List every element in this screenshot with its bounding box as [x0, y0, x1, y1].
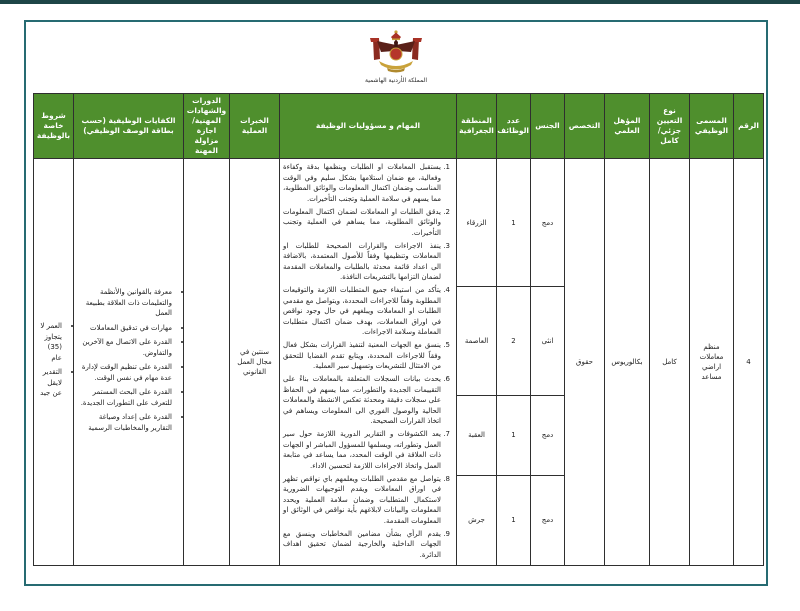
- header-specialization: التخصص: [565, 93, 605, 159]
- coat-of-arms-logo: [26, 29, 766, 75]
- cell-region: الزرقاء: [457, 159, 497, 287]
- top-border-bar: [0, 0, 800, 4]
- cell-appointment-type: كامل: [650, 159, 690, 566]
- cell-qualification: بكالوريوس: [605, 159, 650, 566]
- cell-region: العقبة: [457, 395, 497, 475]
- task-item: 9. يقدم الرأي بشأن مضامين المخاطبات وينسق مع الجهات الداخلية والخارجية لضمان تحقيق اهداف الدائرة.: [283, 529, 441, 561]
- task-item: 6. يحدث بيانات السجلات المتعلقة بالمعاملات بناءً على التقييمات الجديدة والتطورات، مما يسهم في الحفاظ على سجلات دقيقة ومحدثة تعكس الانشطة والمعاملات الحالية والوصول الفوري الى المعلومات ويساهم في اتخاذ القرارات الصحيحة.: [283, 374, 441, 427]
- job-vacancy-table: [33, 93, 764, 566]
- table-header-row: [34, 93, 764, 159]
- cell-specialization: حقوق: [565, 159, 605, 566]
- cell-special-conditions: [34, 159, 74, 566]
- table-row: [34, 159, 764, 287]
- cell-competencies: [74, 159, 184, 566]
- cell-number: 4: [734, 159, 764, 566]
- competency-item: • القدرة على إعداد وصياغة التقارير والمخاطبات الرسمية: [77, 412, 172, 433]
- task-item: 5. ينسق مع الجهات المعنية لتنفيذ القرارات بشكل فعال وفقاً للاجراءات المحددة، ويتابع تقدم القضايا للتحقق من الامتثال للتشريعات وتسهيل سير العملية.: [283, 340, 441, 372]
- header-job-title: المسمى الوظيفي: [690, 93, 734, 159]
- cell-experience: سنتين في مجال العمل القانوني: [230, 159, 280, 566]
- competency-item: • القدرة على تنظيم الوقت لإدارة عدة مهام في نفس الوقت.: [77, 362, 172, 383]
- header-gender: الجنس: [531, 93, 565, 159]
- task-item: 4. يتأكد من استيفاء جميع المتطلبات اللازمة والتوقيعات المطلوبة وفقاً للاجراءات المحددة، ويتواصل مع مقدمي الطلبات او المعاملات ويبلغهم في حال وجود نواقص في اوراق المعاملات، بهدف ضمان اكتمال متطلبات المعاملة وسلامة الاجراءات.: [283, 285, 441, 338]
- header-special-conditions: شروط خاصة بالوظيفة: [34, 93, 74, 159]
- org-name-text: المملكة الأردنية الهاشمية: [365, 77, 427, 84]
- header-tasks: المهام و مسؤوليات الوظيفة: [280, 93, 457, 159]
- cell-gender: دمج: [531, 475, 565, 565]
- task-item: 7. يعد الكشوفات و التقارير الدورية اللازمة حول سير العمل وتطوراته، ويسلمها للمسؤول المباشر او الجهات ذات العلاقة في الوقت المحدد، مما يساعد في متابعة العمل واتخاذ الاجراءات اللازمة لتحسين الاداء.: [283, 429, 441, 471]
- condition-item: • التقدير لايقل عن جيد: [37, 367, 62, 399]
- header-appointment-type: نوع التعيين جزئي/ كامل: [650, 93, 690, 159]
- cell-positions-count: 2: [497, 287, 531, 396]
- cell-job-title: منظم معاملات اراضي مساعد: [690, 159, 734, 566]
- task-item: 8. يتواصل مع مقدمي الطلبات ويعلمهم باي نواقص تظهر في اوراق المعاملات ويقدم التوجيهات الضرورية لاستكمال المتطلبات وضمان سلامة العملية ويحدد المعلومات والبيانات لابلاغهم بأية نواقص في الوثائق او المعلومات المقدمة.: [283, 474, 441, 527]
- header-qualification: المؤهل العلمي: [605, 93, 650, 159]
- cell-tasks: [280, 159, 457, 566]
- task-item: 2. يدقق الطلبات او المعاملات لضمان اكتمال المعلومات والوثائق المطلوبة، مما يساهم في العملية وتجنب التأخيرات.: [283, 207, 441, 239]
- cell-positions-count: 1: [497, 395, 531, 475]
- tasks-list: [283, 162, 441, 560]
- cell-gender: دمج: [531, 159, 565, 287]
- competencies-list: [77, 287, 172, 433]
- jordan-emblem-icon: [365, 29, 427, 75]
- cell-positions-count: 1: [497, 475, 531, 565]
- competency-item: • القدرة على الاتصال مع الآخرين والتفاوض.: [77, 337, 172, 358]
- task-item: 3. ينفذ الاجراءات والقرارات الصحيحة للطلبات او المعاملات وتنظيمها وفقاً للأصول المعتمدة، بالاضافة الى اعداد قائمة محدثة بالطلبات والمعاملات المقدمة لضمان التزامها بالتشريعات النافذة.: [283, 241, 441, 283]
- document-sheet: [24, 20, 768, 586]
- cell-region: العاصمة: [457, 287, 497, 396]
- header-competencies: الكفايات الوظيفية (حسب بطاقة الوصف الوظيفي): [74, 93, 184, 159]
- competency-item: • القدرة على البحث المستمر للتعرف على التطورات الجديدة.: [77, 387, 172, 408]
- header-positions-count: عدد الوظائف: [497, 93, 531, 159]
- header-experience: الخبرات العملية: [230, 93, 280, 159]
- competency-item: • معرفة بالقوانين والأنظمة والتعليمات ذات العلاقة بطبيعة العمل: [77, 287, 172, 319]
- header-region: المنطقة الجغرافية: [457, 93, 497, 159]
- competency-item: • مهارات في تدقيق المعاملات: [77, 323, 172, 334]
- cell-courses: [184, 159, 230, 566]
- header-number: الرقم: [734, 93, 764, 159]
- condition-item: • العمر لا يتجاوز (35) عام: [37, 321, 62, 363]
- task-item: 1. يستقبل المعاملات او الطلبات وينظمها بدقة وكفاءة وفعالية، مع ضمان استلامها بشكل سليم وفي الوقت المناسب وضمان اكتمال المعلومات والوثائق المطلوبة، مما يسهم في سلامة العملية وتجنب التأخيرات.: [283, 162, 441, 204]
- cell-gender: دمج: [531, 395, 565, 475]
- special-conditions-list: [37, 321, 62, 399]
- cell-positions-count: 1: [497, 159, 531, 287]
- header-courses: الدورات والشهادات المهنية/اجازة مزاولة المهنة: [184, 93, 230, 159]
- cell-region: جرش: [457, 475, 497, 565]
- cell-gender: انثى: [531, 287, 565, 396]
